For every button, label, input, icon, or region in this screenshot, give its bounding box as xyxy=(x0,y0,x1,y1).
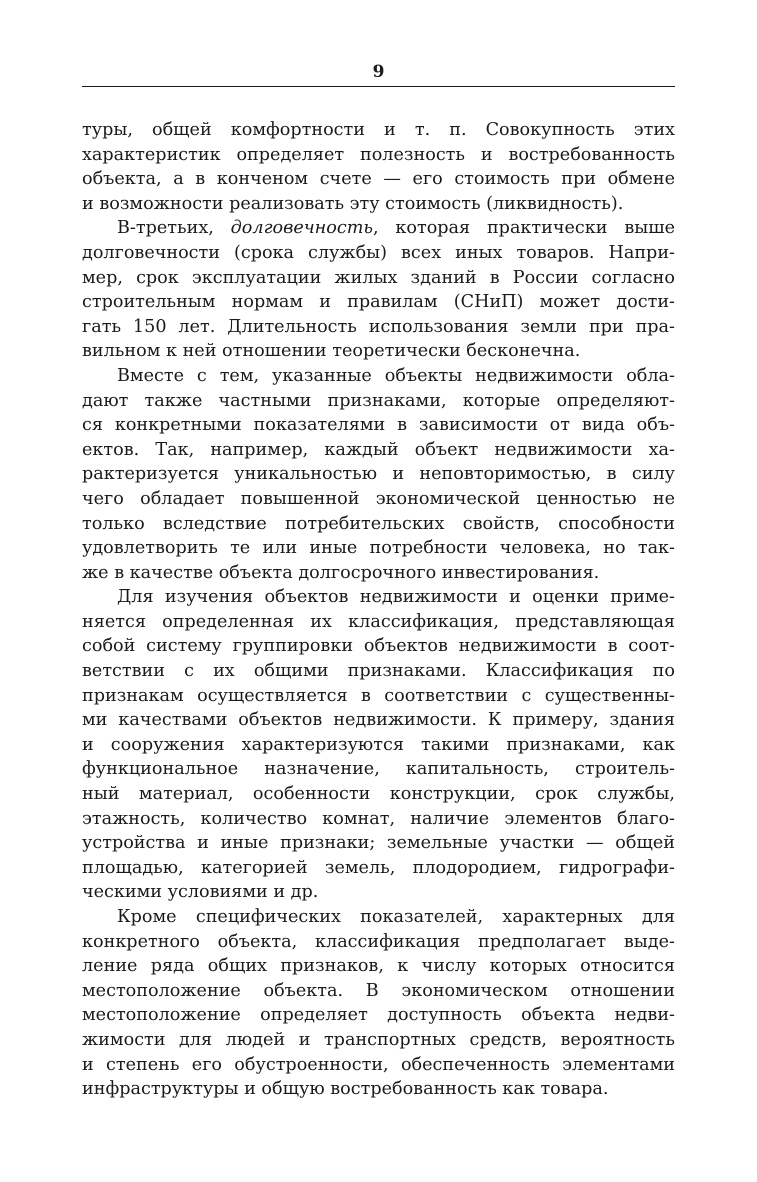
text-line: Кроме специфических показателей, характерных для xyxy=(117,907,675,927)
text-line xyxy=(82,216,675,241)
emphasized-term: долговечность xyxy=(230,218,373,239)
text-line: и возможности реализовать эту стоимость (ликвидность). xyxy=(82,193,624,214)
text-line: ми качествами объектов недвижимости. К примеру, здания xyxy=(82,710,675,731)
text-line: Вместе с тем, указанные объекты недвижимости обла- xyxy=(117,365,675,386)
text-line: объекта, а в конченом счете — его стоимость при обмене xyxy=(82,169,675,190)
text-line: дают также частными признаками, которые определяют- xyxy=(82,390,675,411)
text-line: ся конкретными показателями в зависимости от вида объ- xyxy=(82,415,675,436)
text-line: строительным нормам и правилам (СНиП) может дости- xyxy=(82,292,675,313)
text-line: няется определенная их классификация, представляющая xyxy=(82,611,675,632)
text-line: ветствии с их общими признаками. Классификация по xyxy=(82,661,675,682)
text-line: вильном к ней отношении теоретически бесконечна. xyxy=(82,341,581,362)
page-number: 9 xyxy=(372,62,385,82)
text-line: ектов. Так, например, каждый объект недвижимости ха- xyxy=(82,439,675,460)
text-line: и степень его обустроенности, обеспеченность элементами xyxy=(82,1054,675,1075)
text-line: местоположение объекта. В экономическом отношении xyxy=(82,980,675,1001)
text-line: ный материал, особенности конструкции, срок службы, xyxy=(82,784,675,805)
text-line: долговечности (срока службы) всех иных товаров. Напри- xyxy=(82,242,675,263)
text-line: рактеризуется уникальностью и неповторимостью, в силу xyxy=(82,464,675,485)
text-line: чего обладает повышенной экономической ценностью не xyxy=(82,488,675,509)
text-line: этажность, количество комнат, наличие элементов благо- xyxy=(82,808,675,829)
text-line: ление ряда общих признаков, к числу которых относится xyxy=(82,956,675,977)
text-segment: В-третьих, xyxy=(117,218,231,239)
text-line: признакам осуществляется в соответствии с существенны- xyxy=(82,685,675,706)
text-line: туры, общей комфортности и т. п. Совокупность этих xyxy=(82,120,675,140)
text-line: характеристик определяет полезность и востребованность xyxy=(82,144,675,165)
text-line: инфраструктуры и общую востребованность как товара. xyxy=(82,1079,609,1100)
text-line: только вследствие потребительских свойств, способности xyxy=(82,513,675,534)
text-line: местоположение определяет доступность объекта недви- xyxy=(82,1005,675,1026)
body-text xyxy=(82,118,675,1102)
text-line: Для изучения объектов недвижимости и оценки приме- xyxy=(117,587,675,608)
text-line: удовлетворить те или иные потребности человека, но так- xyxy=(82,538,675,559)
header-rule xyxy=(82,86,675,87)
text-line: и сооружения характеризуются такими признаками, как xyxy=(82,734,675,755)
text-segment: , которая практически выше xyxy=(372,218,675,239)
text-line: ческими условиями и др. xyxy=(82,882,319,903)
text-line: мер, срок эксплуатации жилых зданий в России согласно xyxy=(82,267,675,288)
text-line: жимости для людей и транспортных средств, вероятность xyxy=(82,1029,675,1050)
text-line: же в качестве объекта долгосрочного инвестирования. xyxy=(82,562,600,583)
text-line: функциональное назначение, капитальность, строитель- xyxy=(82,759,675,780)
text-line: гать 150 лет. Длительность использования земли при пра- xyxy=(82,316,675,337)
text-line: площадью, категорией земель, плодородием, гидрографи- xyxy=(82,857,675,878)
text-line: собой систему группировки объектов недвижимости в соот- xyxy=(82,636,675,657)
text-line: конкретного объекта, классификация предполагает выде- xyxy=(82,931,675,952)
text-line: устройства и иные признаки; земельные участки — общей xyxy=(82,833,675,854)
